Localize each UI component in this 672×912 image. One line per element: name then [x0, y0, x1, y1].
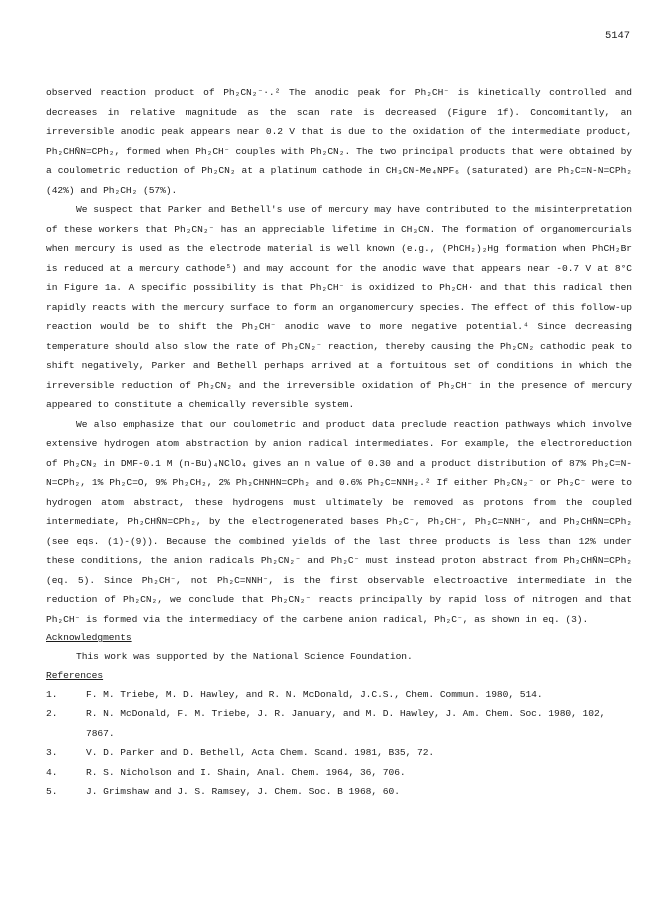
reference-item [46, 704, 632, 743]
paragraph-continued: observed reaction product of Ph₂CN₂⁻·.² The anodic peak for Ph₂CH⁻ is kinetically controlled and decreases in relative magnitude as the scan rate is decreased (Figure 1f). Concomitantly, an irreversible anodic peak appears near 0.2 V that is due to the oxidation of the intermediate product, Ph₂CHN̄N=CPh₂, formed when Ph₂CH⁻ couples with Ph₂CN₂. The two principal products that were obtained by a coulometric reduction of Ph₂CN₂ at a platinum cathode in CH₃CN-Me₄NPF₆ (saturated) are Ph₂C=N-N=CPh₂ (42%) and Ph₂CH₂ (57%). [46, 87, 632, 196]
reference-text: J. Grimshaw and J. S. Ramsey, J. Chem. Soc. B 1968, 60. [86, 786, 400, 797]
reference-text: F. M. Triebe, M. D. Hawley, and R. N. McDonald, J.C.S., Chem. Commun. 1980, 514. [86, 688, 543, 700]
article-body [46, 83, 632, 802]
reference-text: R. N. McDonald, F. M. Triebe, J. R. January, and M. D. Hawley, J. Am. Chem. Soc. 1980, 102, 7867. [86, 708, 606, 739]
reference-number: 2. [46, 708, 58, 719]
paragraph-mercury: We suspect that Parker and Bethell's use of mercury may have contributed to the misinterpretation of these workers that Ph₂CN₂⁻ has an appreciable lifetime in CH₃CN. The formation of organomercurials when mercury is used as the electrode material is well known (e.g., (PhCH₂)₂Hg formation when PhCH₂Br is reduced at a mercury cathode⁵) and may account for the anodic wave that appears near -0.7 V at 8°C in Figure 1a. A specific possibility is that Ph₂CH⁻ is oxidized to Ph₂CH· and that this radical then rapidly reacts with the mercury surface to form an organomercury species. The effect of this follow-up reaction would be to shift the Ph₂CH⁻ anodic wave to more negative potential.⁴ Since decreasing temperature should also slow the rate of Ph₂CN₂⁻ reaction, thereby causing the Ph₂CN₂ cathodic peak to shift negatively, Parker and Bethell perhaps arrived at a fortuitous set of conditions in which the irreversible reduction of Ph₂CN₂ and the irreversible oxidation of Ph₂CH⁻ in the presence of mercury appeared to constitute a chemically reversible system. [46, 204, 632, 410]
page-number: 5147 [605, 30, 631, 42]
reference-number: 5. [46, 786, 58, 797]
reference-number: 4. [46, 766, 58, 778]
reference-number: 1. [46, 688, 58, 700]
reference-text: R. S. Nicholson and I. Shain, Anal. Chem. 1964, 36, 706. [86, 766, 406, 778]
reference-item [46, 743, 632, 763]
reference-text: V. D. Parker and D. Bethell, Acta Chem. Scand. 1981, B35, 72. [86, 747, 435, 758]
reference-item [46, 763, 632, 783]
acknowledgments-heading: Acknowledgments [46, 632, 132, 643]
reference-list [46, 685, 632, 802]
reference-number: 3. [46, 747, 58, 758]
reference-item [46, 685, 632, 705]
references-heading: References [46, 669, 104, 681]
paragraph-hydrogen-abstraction: We also emphasize that our coulometric and product data preclude reaction pathways which involve extensive hydrogen atom abstraction by anion radical intermediates. For example, the electroreduction of Ph₂CN₂ in DMF-0.1 M (n-Bu)₄NClO₄ gives an n value of 0.30 and a product distribution of 87% Ph₂C=N-N=CPh₂, 1% Ph₂C=O, 9% Ph₂CH₂, 2% Ph₂CHNHN=CPh₂ and 0.6% Ph₂C=NNH₂.² If either Ph₂CN₂⁻ or Ph₂C⁻ were to hydrogen atom abstract, these hydrogens must ultimately be removed as protons from the coupled intermediate, Ph₂CHN̄N=CPh₂, by the electrogenerated bases Ph₂C⁻, Ph₂CH⁻, Ph₂C=NNH⁻, and Ph₂CHN̄N=CPh₂ (see eqs. (1)-(9)). Because the combined yields of the last three products is less than 12% under these conditions, the anion radicals Ph₂CN₂⁻ and Ph₂C⁻ must instead proton abstract from Ph₂CHN̄N=CPh₂ (eq. 5). Since Ph₂CH⁻, not Ph₂C=NNH⁻, is the first observable electroactive intermediate in the reduction of Ph₂CN₂, we conclude that Ph₂CN₂⁻ reacts principally by rapid loss of nitrogen and that Ph₂CH⁻ is formed via the intermediacy of the carbene anion radical, Ph₂C⁻, as shown in eq. (3). [46, 418, 632, 625]
acknowledgments-text: This work was supported by the National Science Foundation. [76, 651, 413, 662]
reference-item [46, 782, 632, 802]
